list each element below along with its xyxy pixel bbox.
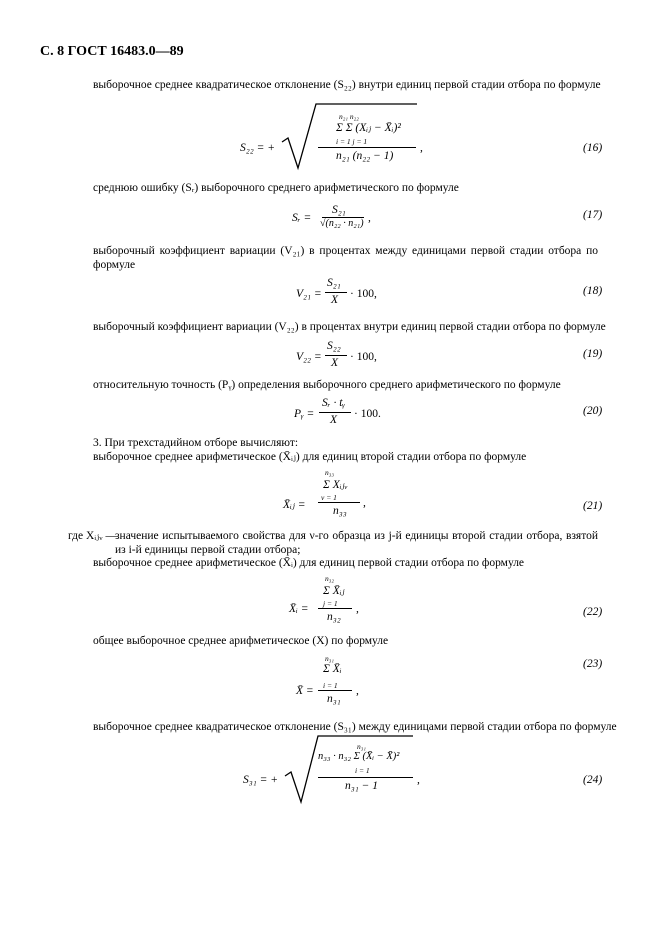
eq16-numerator: Σ Σ (Xᵢⱼ − X̄ᵢ)² — [336, 122, 401, 134]
paragraph-xij-intro: выборочное среднее арифметическое (X̄ᵢⱼ) для единиц второй стадии отбора по формуле — [93, 451, 527, 463]
eq17-lhs: Sᵣ = — [292, 212, 312, 224]
eq24-trail: , — [417, 774, 420, 786]
paragraph-s22-intro: выборочное среднее квадратическое отклонение (S₂₂) внутри единиц первой стадии отбора по формуле — [93, 79, 601, 91]
eq18-numerator: S₂₁ — [327, 277, 341, 289]
eq23-denominator: n₃₁ — [327, 693, 341, 705]
eq24-number: (24) — [583, 774, 603, 786]
eq17-numerator: S₂₁ — [332, 204, 346, 216]
eq20-numerator: Sᵣ · tᵧ — [322, 397, 346, 409]
eq20-trail: · 100. — [354, 408, 381, 420]
equation-22 — [0, 574, 661, 626]
eq17-denominator: √(n₂₂ · n₂₁) — [320, 218, 364, 229]
paragraph-py-intro: относительную точность (Pᵧ) определения выборочного среднего арифметического по формуле — [93, 379, 561, 391]
eq18-denominator: X — [331, 294, 339, 306]
eq19-lhs: V₂₂ = — [296, 351, 322, 363]
eq22-sum-lower: j = 1 — [323, 599, 338, 608]
eq23-trail: , — [356, 685, 359, 697]
eq16-lhs: S₂₂ = + — [240, 142, 276, 154]
equation-20 — [0, 397, 661, 429]
equation-23 — [0, 654, 661, 706]
eq18-fraction-bar — [325, 292, 347, 293]
eq24-lhs: S₃₁ = + — [243, 774, 279, 786]
eq16-fraction-bar — [318, 147, 416, 148]
eq17-trail: , — [368, 212, 371, 224]
eq22-denominator: n₃₂ — [327, 611, 341, 623]
eq19-fraction-bar — [325, 355, 347, 356]
equation-24 — [0, 736, 661, 808]
eq21-lhs: X̄ᵢⱼ = — [283, 499, 306, 511]
eq21-sum-lower: ν = 1 — [321, 493, 337, 502]
eq18-number: (18) — [583, 285, 603, 297]
paragraph-v22-intro: выборочный коэффициент вариации (V₂₂) в процентах внутри единиц первой стадии отбора по формуле — [93, 321, 606, 333]
eq20-number: (20) — [583, 405, 603, 417]
paragraph-s31-intro: выборочное среднее квадратическое отклонение (S₃₁) между единицами первой стадии отбора по формуле — [93, 721, 617, 733]
eq24-sum-lower: i = 1 — [355, 766, 370, 775]
paragraph-x-intro: общее выборочное среднее арифметическое (X) по формуле — [93, 635, 389, 647]
eq21-numerator: Σ Xᵢⱼᵥ — [323, 479, 348, 491]
eq22-numerator: Σ X̄ᵢⱼ — [323, 585, 345, 597]
eq23-fraction-bar — [318, 690, 352, 691]
eq22-lhs: X̄ᵢ = — [289, 603, 309, 615]
eq21-number: (21) — [583, 500, 603, 512]
eq21-fraction-bar — [318, 502, 360, 503]
eq22-trail: , — [356, 603, 359, 615]
where-definition-text: значение испытываемого свойства для ν-го образца из j-й единицы второй стадии отбора, взятой из i-й единицы первой стадии отбора; — [115, 530, 598, 556]
eq23-numerator: Σ X̄ᵢ — [323, 663, 342, 675]
paragraph-sr-intro: среднюю ошибку (Sᵣ) выборочного среднего арифметического по формуле — [93, 182, 459, 194]
eq20-denominator: X — [330, 414, 338, 426]
eq19-trail: · 100, — [350, 351, 377, 363]
eq17-number: (17) — [583, 209, 603, 221]
equation-16 — [0, 104, 661, 174]
eq22-fraction-bar — [318, 608, 352, 609]
paragraph-v21-intro — [93, 244, 598, 272]
eq16-upper-limits: n₂₁ n₂₂ — [339, 112, 359, 121]
section-3-heading: 3. При трехстадийном отборе вычисляют: — [93, 437, 299, 449]
eq19-numerator: S₂₂ — [327, 340, 341, 352]
eq18-lhs: V₂₁ = — [296, 288, 322, 300]
eq20-fraction-bar — [319, 412, 351, 413]
page-header: С. 8 ГОСТ 16483.0—89 — [40, 44, 184, 59]
paragraph-xi-intro: выборочное среднее арифметическое (X̄ᵢ) для единиц первой стадии отбора по формуле — [93, 557, 525, 569]
eq21-denominator: n₃₃ — [333, 505, 347, 517]
eq16-lower-limits: i = 1 j = 1 — [336, 137, 368, 146]
eq20-lhs: Pᵧ = — [294, 408, 315, 420]
eq19-number: (19) — [583, 348, 603, 360]
eq22-sum-upper: n₃₂ — [325, 574, 334, 583]
eq21-sum-upper: n₃₃ — [325, 468, 334, 477]
eq16-number: (16) — [583, 142, 603, 154]
eq18-trail: · 100, — [350, 288, 377, 300]
eq19-denominator: X — [331, 357, 339, 369]
eq24-denominator: n₃₁ − 1 — [345, 780, 379, 792]
eq24-sum-upper: n₃₁ — [357, 742, 366, 751]
eq24-numerator: n₃₃ · n₃₂ Σ (X̄ᵢ − X̄)² — [318, 751, 400, 762]
eq23-number: (23) — [583, 658, 603, 670]
eq23-sum-lower: i = 1 — [323, 681, 338, 690]
eq23-lhs: X̄ = — [296, 685, 314, 697]
where-definition — [115, 529, 598, 557]
paragraph-v21-text: выборочный коэффициент вариации (V₂₁) в процентах между единицами первой стадии отбора по формуле — [93, 245, 598, 271]
eq21-trail: , — [363, 497, 366, 509]
eq22-number: (22) — [583, 606, 603, 618]
equation-21 — [0, 468, 661, 520]
equation-17 — [0, 204, 661, 236]
equation-18 — [0, 277, 661, 309]
eq24-fraction-bar — [318, 777, 413, 778]
where-lead: где Xᵢⱼᵥ — — [68, 530, 117, 542]
equation-19 — [0, 340, 661, 372]
eq16-trail: , — [420, 142, 423, 154]
eq16-denominator: n₂₁ (n₂₂ − 1) — [336, 150, 394, 162]
eq23-sum-upper: n₃₁ — [325, 654, 334, 663]
